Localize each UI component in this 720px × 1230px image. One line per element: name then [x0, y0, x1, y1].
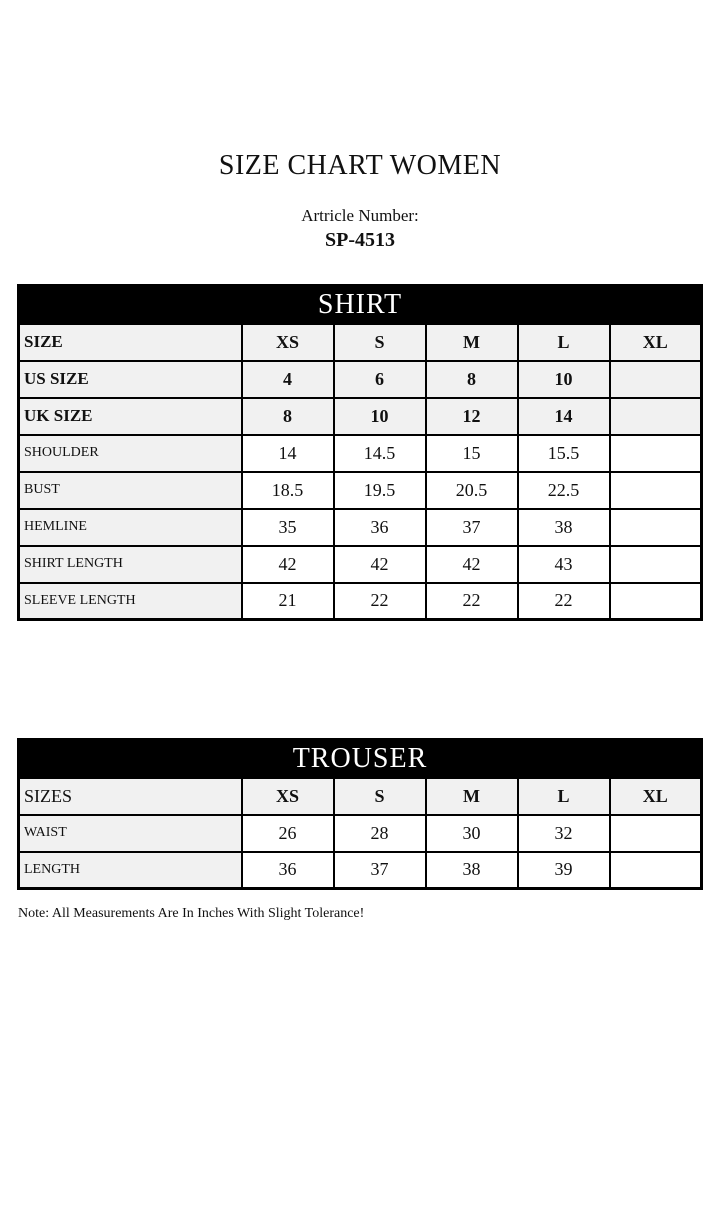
- value-cell: XL: [610, 778, 702, 815]
- row-label-cell: LENGTH: [19, 852, 242, 889]
- shirt-table-banner: SHIRT: [19, 286, 702, 324]
- table-row: [19, 361, 702, 398]
- value-cell: 42: [334, 546, 426, 583]
- value-cell: [610, 546, 702, 583]
- value-cell: 36: [242, 852, 334, 889]
- value-cell: 8: [426, 361, 518, 398]
- value-cell: 38: [426, 852, 518, 889]
- value-cell: 20.5: [426, 472, 518, 509]
- value-cell: 14: [242, 435, 334, 472]
- value-cell: 4: [242, 361, 334, 398]
- row-label-cell: SIZES: [19, 778, 242, 815]
- table-row: [19, 583, 702, 620]
- row-label-cell: US SIZE: [19, 361, 242, 398]
- value-cell: 8: [242, 398, 334, 435]
- value-cell: 36: [334, 509, 426, 546]
- value-cell: M: [426, 324, 518, 361]
- value-cell: 22: [334, 583, 426, 620]
- value-cell: L: [518, 324, 610, 361]
- value-cell: 18.5: [242, 472, 334, 509]
- value-cell: [610, 472, 702, 509]
- value-cell: 15: [426, 435, 518, 472]
- value-cell: [610, 509, 702, 546]
- value-cell: XS: [242, 324, 334, 361]
- value-cell: [610, 398, 702, 435]
- value-cell: 39: [518, 852, 610, 889]
- value-cell: 26: [242, 815, 334, 852]
- table-row: [19, 546, 702, 583]
- shirt-size-table: [17, 284, 703, 621]
- row-label-cell: HEMLINE: [19, 509, 242, 546]
- row-label-cell: SHOULDER: [19, 435, 242, 472]
- table-row: [19, 472, 702, 509]
- value-cell: 14: [518, 398, 610, 435]
- value-cell: [610, 852, 702, 889]
- trouser-size-table: [17, 738, 703, 890]
- article-number-label: Artricle Number:: [301, 206, 419, 225]
- value-cell: XS: [242, 778, 334, 815]
- value-cell: [610, 583, 702, 620]
- table-row: [19, 815, 702, 852]
- value-cell: S: [334, 324, 426, 361]
- size-chart-page: [0, 150, 720, 1230]
- value-cell: 22: [518, 583, 610, 620]
- table-banner-row: [19, 740, 702, 778]
- value-cell: 37: [334, 852, 426, 889]
- row-label-cell: SIZE: [19, 324, 242, 361]
- value-cell: 37: [426, 509, 518, 546]
- value-cell: 38: [518, 509, 610, 546]
- value-cell: 43: [518, 546, 610, 583]
- table-row: [19, 778, 702, 815]
- value-cell: L: [518, 778, 610, 815]
- value-cell: 22: [426, 583, 518, 620]
- value-cell: 10: [334, 398, 426, 435]
- value-cell: 6: [334, 361, 426, 398]
- value-cell: [610, 435, 702, 472]
- table-row: [19, 398, 702, 435]
- row-label-cell: SHIRT LENGTH: [19, 546, 242, 583]
- value-cell: [610, 361, 702, 398]
- value-cell: 32: [518, 815, 610, 852]
- row-label-cell: UK SIZE: [19, 398, 242, 435]
- value-cell: 19.5: [334, 472, 426, 509]
- value-cell: 35: [242, 509, 334, 546]
- value-cell: XL: [610, 324, 702, 361]
- value-cell: M: [426, 778, 518, 815]
- value-cell: S: [334, 778, 426, 815]
- row-label-cell: SLEEVE LENGTH: [19, 583, 242, 620]
- table-row: [19, 324, 702, 361]
- article-number-value: SP-4513: [325, 229, 395, 251]
- table-row: [19, 509, 702, 546]
- measurement-note: Note: All Measurements Are In Inches With Slight Tolerance!: [18, 906, 365, 921]
- value-cell: 42: [242, 546, 334, 583]
- value-cell: [610, 815, 702, 852]
- value-cell: 22.5: [518, 472, 610, 509]
- value-cell: 42: [426, 546, 518, 583]
- value-cell: 21: [242, 583, 334, 620]
- trouser-table-banner: TROUSER: [19, 740, 702, 778]
- value-cell: 12: [426, 398, 518, 435]
- row-label-cell: BUST: [19, 472, 242, 509]
- value-cell: 10: [518, 361, 610, 398]
- row-label-cell: WAIST: [19, 815, 242, 852]
- value-cell: 15.5: [518, 435, 610, 472]
- table-banner-row: [19, 286, 702, 324]
- page-title: SIZE CHART WOMEN: [218, 150, 502, 181]
- value-cell: 28: [334, 815, 426, 852]
- table-row: [19, 852, 702, 889]
- table-row: [19, 435, 702, 472]
- value-cell: 14.5: [334, 435, 426, 472]
- value-cell: 30: [426, 815, 518, 852]
